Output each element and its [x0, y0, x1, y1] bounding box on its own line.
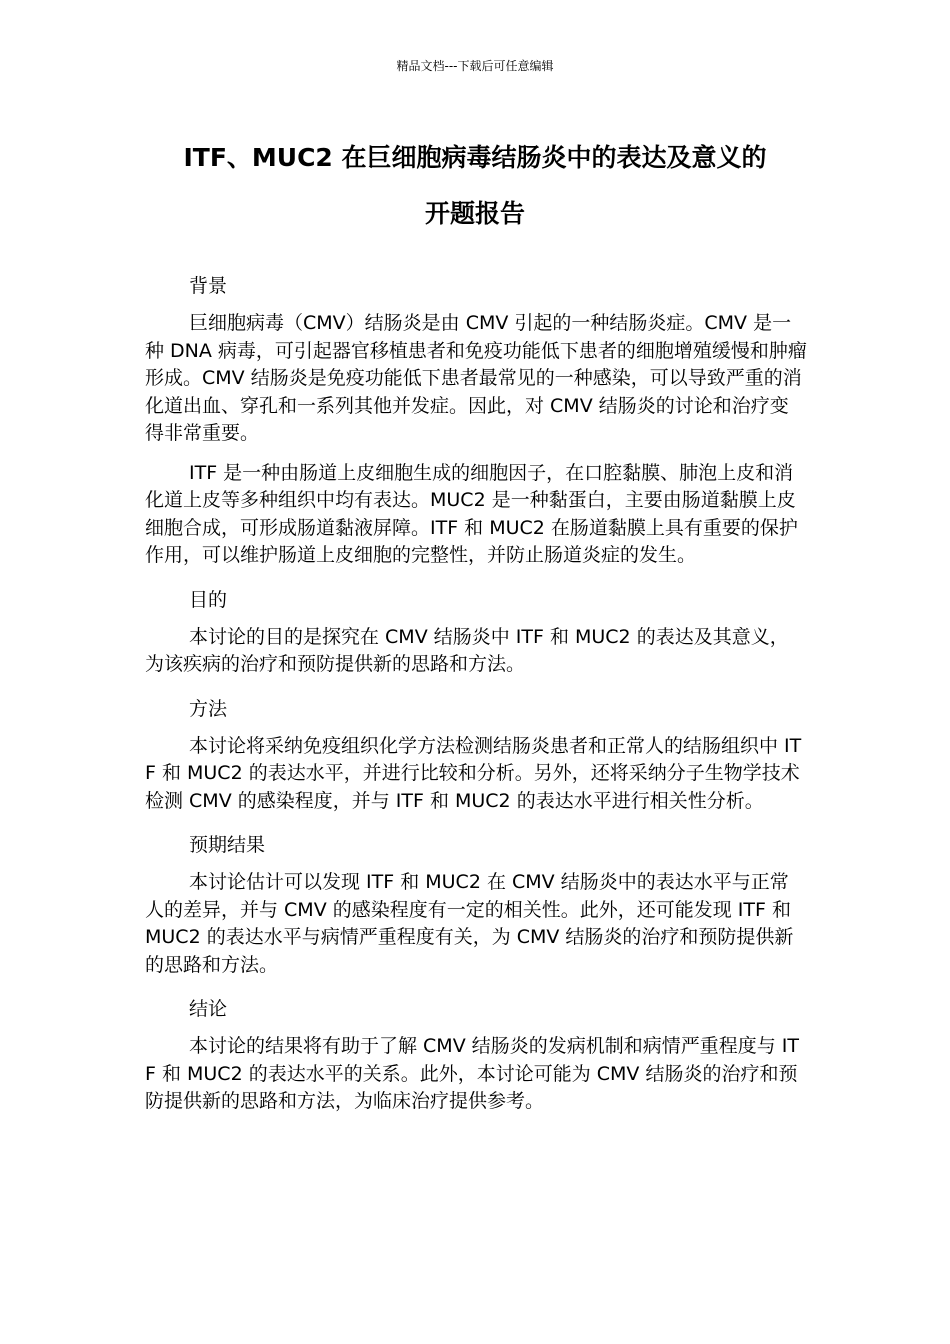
paragraph-background-1: 巨细胞病毒（CMV）结肠炎是由 CMV 引起的一种结肠炎症。CMV 是一种 DNA 病毒，可引起器官移植患者和免疫功能低下患者的细胞增殖缓慢和肿瘤形成。CMV 结肠炎是免疫功能低下患者最常见的一种感染，可以导致严重的消化道出血、穿孔和一系列其他并发症。因此，对 CMV 结肠炎的讨论和治疗变得非常重要。	[145, 312, 807, 444]
document-body	[145, 268, 807, 1128]
section-heading-conclusion: 结论	[189, 998, 228, 1020]
section-heading-expected-results: 预期结果	[189, 834, 266, 856]
paragraph-conclusion: 本讨论的结果将有助于了解 CMV 结肠炎的发病机制和病情严重程度与 ITF 和 MUC2 的表达水平的关系。此外，本讨论可能为 CMV 结肠炎的治疗和预防提供新的思路和方法，为临床治疗提供参考。	[145, 1035, 799, 1112]
header-note: 精品文档---下载后可任意编辑	[396, 59, 554, 73]
paragraph-purpose: 本讨论的目的是探究在 CMV 结肠炎中 ITF 和 MUC2 的表达及其意义，为该疾病的治疗和预防提供新的思路和方法。	[145, 625, 789, 675]
title-line-2: 开题报告	[424, 199, 525, 228]
section-heading-method: 方法	[189, 697, 228, 720]
paragraph-background-2: ITF 是一种由肠道上皮细胞生成的细胞因子，在口腔黏膜、肺泡上皮和消化道上皮等多种组织中均有表达。MUC2 是一种黏蛋白，主要由肠道黏膜上皮细胞合成，可形成肠道黏液屏障。ITF 和 MUC2 在肠道黏膜上具有重要的保护作用，可以维护肠道上皮细胞的完整性，并防止肠道炎症的发生。	[145, 461, 798, 566]
section-heading-background: 背景	[189, 275, 228, 297]
paragraph-method: 本讨论将采纳免疫组织化学方法检测结肠炎患者和正常人的结肠组织中 ITF 和 MUC2 的表达水平，并进行比较和分析。另外，还将采纳分子生物学技术检测 CMV 的感染程度，并与 ITF 和 MUC2 的表达水平进行相关性分析。	[145, 734, 802, 812]
title-line-1: ITF、MUC2 在巨细胞病毒结肠炎中的表达及意义的	[183, 143, 767, 172]
paragraph-expected-results: 本讨论估计可以发现 ITF 和 MUC2 在 CMV 结肠炎中的表达水平与正常人的差异，并与 CMV 的感染程度有一定的相关性。此外，还可能发现 ITF 和 MUC2 的表达水平与病情严重程度有关，为 CMV 结肠炎的治疗和预防提供新的思路和方法。	[145, 871, 794, 976]
document-title	[120, 130, 830, 242]
section-heading-purpose: 目的	[189, 588, 228, 611]
